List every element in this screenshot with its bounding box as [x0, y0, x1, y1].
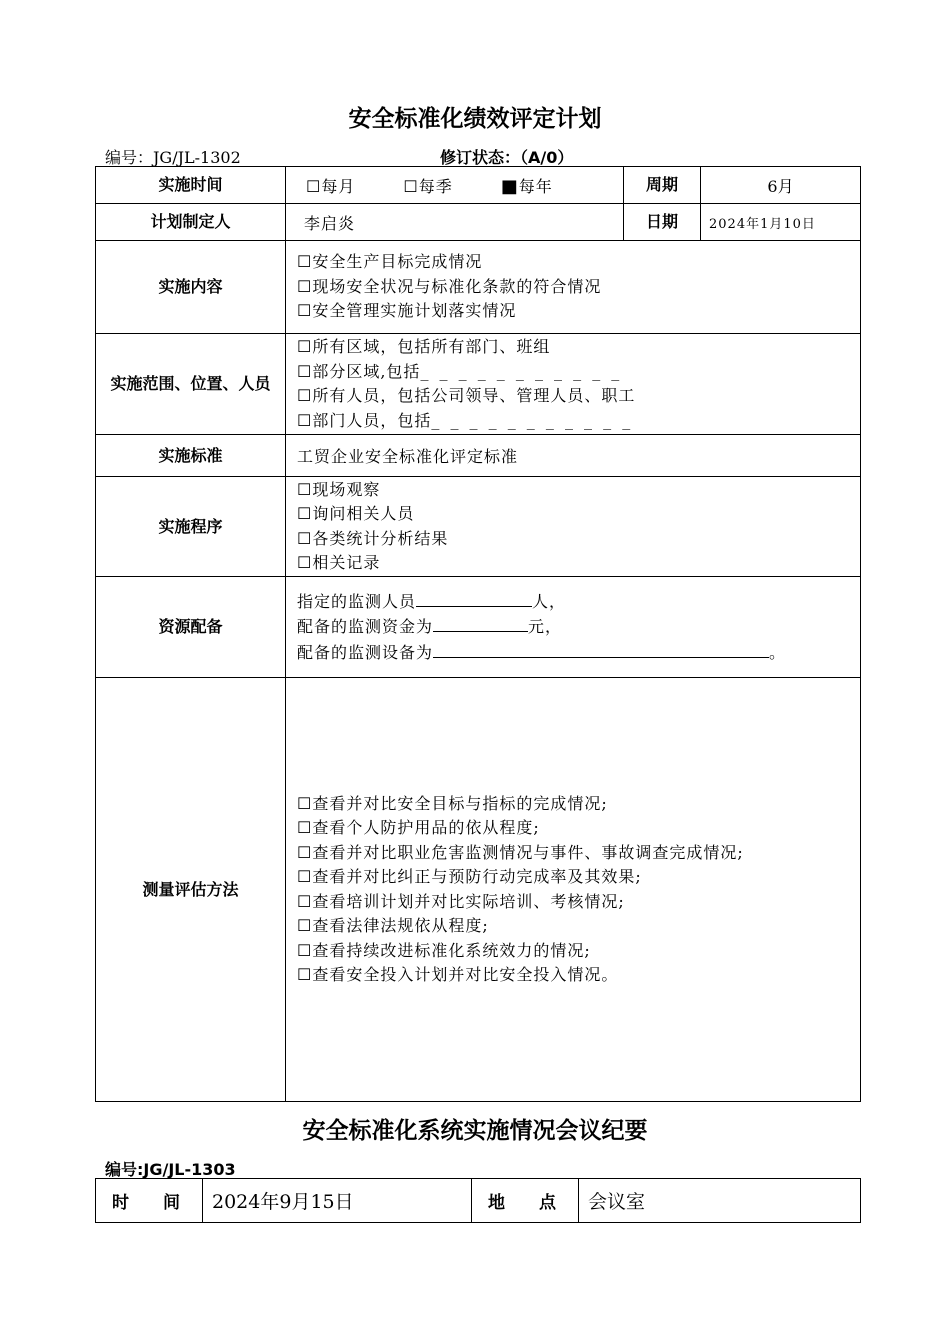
methods-items: [286, 678, 861, 1102]
minutes-row: [96, 1179, 861, 1223]
blank-dashes: _ _ _ _ _ _ _ _ _ _ _: [431, 410, 634, 430]
monitor-staff-line: 指定的监测人员 人，: [297, 589, 860, 615]
row-methods: [96, 678, 861, 1102]
scope-items: [286, 334, 861, 435]
meeting-time-label: 时 间: [96, 1179, 203, 1223]
plan-title: 安全标准化绩效评定计划: [348, 106, 602, 132]
checkbox-item[interactable]: ☐查看培训计划并对比实际培训、考核情况;: [297, 891, 625, 911]
monitor-funds-line: 配备的监测资金为 元，: [297, 614, 860, 640]
checkbox-item[interactable]: ☐查看安全投入计划并对比安全投入情况。: [297, 965, 619, 984]
plan-table: [95, 166, 861, 1102]
minutes-title: 安全标准化系统实施情况会议纪要: [302, 1118, 648, 1144]
checkbox-item[interactable]: ☐查看法律法规依从程度;: [297, 916, 489, 935]
planner-label: 计划制定人: [96, 204, 286, 241]
checked-box-icon: ■: [500, 175, 519, 197]
checkbox-icon: ☐: [306, 176, 322, 196]
meeting-time-value: 2024年9月15日: [203, 1179, 472, 1223]
option-quarterly[interactable]: ☐每季: [403, 176, 453, 196]
resources-label: 资源配备: [96, 577, 286, 678]
plan-revision: 修订状态：（A/0）: [440, 148, 574, 167]
checkbox-item[interactable]: ☐询问相关人员: [297, 504, 415, 523]
checkbox-item[interactable]: ☐各类统计分析结果: [297, 528, 449, 548]
option-yearly[interactable]: ■每年: [500, 175, 553, 197]
scope-label: 实施范围、位置、人员: [96, 334, 286, 435]
time-label: 实施时间: [96, 167, 286, 204]
minutes-code: 编号:JG/JL-1303: [105, 1160, 236, 1179]
standard-value: 工贸企业安全标准化评定标准: [286, 435, 861, 477]
standard-label: 实施标准: [96, 435, 286, 477]
checkbox-item[interactable]: ☐所有人员，包括公司领导、管理人员、职工: [297, 386, 636, 405]
row-content: [96, 241, 861, 334]
checkbox-item[interactable]: ☐相关记录: [297, 553, 381, 572]
row-scope: [96, 334, 861, 435]
row-time: [96, 167, 861, 204]
plan-code: 编号：JG/JL-1302: [105, 148, 241, 167]
equipment-input[interactable]: [433, 640, 769, 658]
planner-value: 李启炎: [286, 204, 624, 241]
period-value: 6月: [701, 167, 861, 204]
row-resources: [96, 577, 861, 678]
checkbox-item[interactable]: ☐安全生产目标完成情况: [297, 252, 483, 272]
checkbox-item[interactable]: ☐安全管理实施计划落实情况: [297, 301, 517, 321]
procedure-label: 实施程序: [96, 477, 286, 577]
checkbox-item[interactable]: ☐部门人员，包括_ _ _ _ _ _ _ _ _ _ _: [297, 410, 634, 430]
period-label: 周期: [624, 167, 701, 204]
procedure-items: [286, 477, 861, 577]
row-planner: [96, 204, 861, 241]
staff-input[interactable]: [416, 589, 532, 607]
monitor-equipment-line: 配备的监测设备为 。: [297, 640, 860, 666]
checkbox-item[interactable]: ☐部分区域,包括_ _ _ _ _ _ _ _ _ _ _: [297, 361, 623, 381]
checkbox-item[interactable]: ☐查看持续改进标准化系统效力的情况;: [297, 940, 591, 960]
meeting-place-label: 地 点: [472, 1179, 579, 1223]
blank-dashes: _ _ _ _ _ _ _ _ _ _ _: [420, 361, 623, 381]
checkbox-item[interactable]: ☐现场观察: [297, 479, 381, 499]
row-procedure: [96, 477, 861, 577]
checkbox-item[interactable]: ☐所有区域，包括所有部门、班组: [297, 337, 551, 356]
checkbox-item[interactable]: ☐查看并对比安全目标与指标的完成情况;: [297, 793, 608, 813]
date-label: 日期: [624, 204, 701, 241]
checkbox-item[interactable]: ☐查看个人防护用品的依从程度;: [297, 818, 540, 837]
option-monthly[interactable]: ☐每月: [306, 176, 356, 196]
checkbox-item[interactable]: ☐现场安全状况与标准化条款的符合情况: [297, 276, 602, 296]
frequency-options: [286, 167, 624, 204]
minutes-table: [95, 1178, 861, 1223]
funds-input[interactable]: [433, 614, 528, 632]
date-value: 2024年1月10日: [701, 204, 861, 241]
checkbox-icon: ☐: [403, 176, 419, 196]
checkbox-item[interactable]: ☐查看并对比职业危害监测情况与事件、事故调查完成情况;: [297, 842, 744, 862]
content-label: 实施内容: [96, 241, 286, 334]
methods-label: 测量评估方法: [96, 678, 286, 1102]
row-standard: [96, 435, 861, 477]
content-items: [286, 241, 861, 334]
meeting-place-value: 会议室: [579, 1179, 861, 1223]
checkbox-item[interactable]: ☐查看并对比纠正与预防行动完成率及其效果;: [297, 867, 642, 886]
resources-fields: [286, 577, 861, 678]
